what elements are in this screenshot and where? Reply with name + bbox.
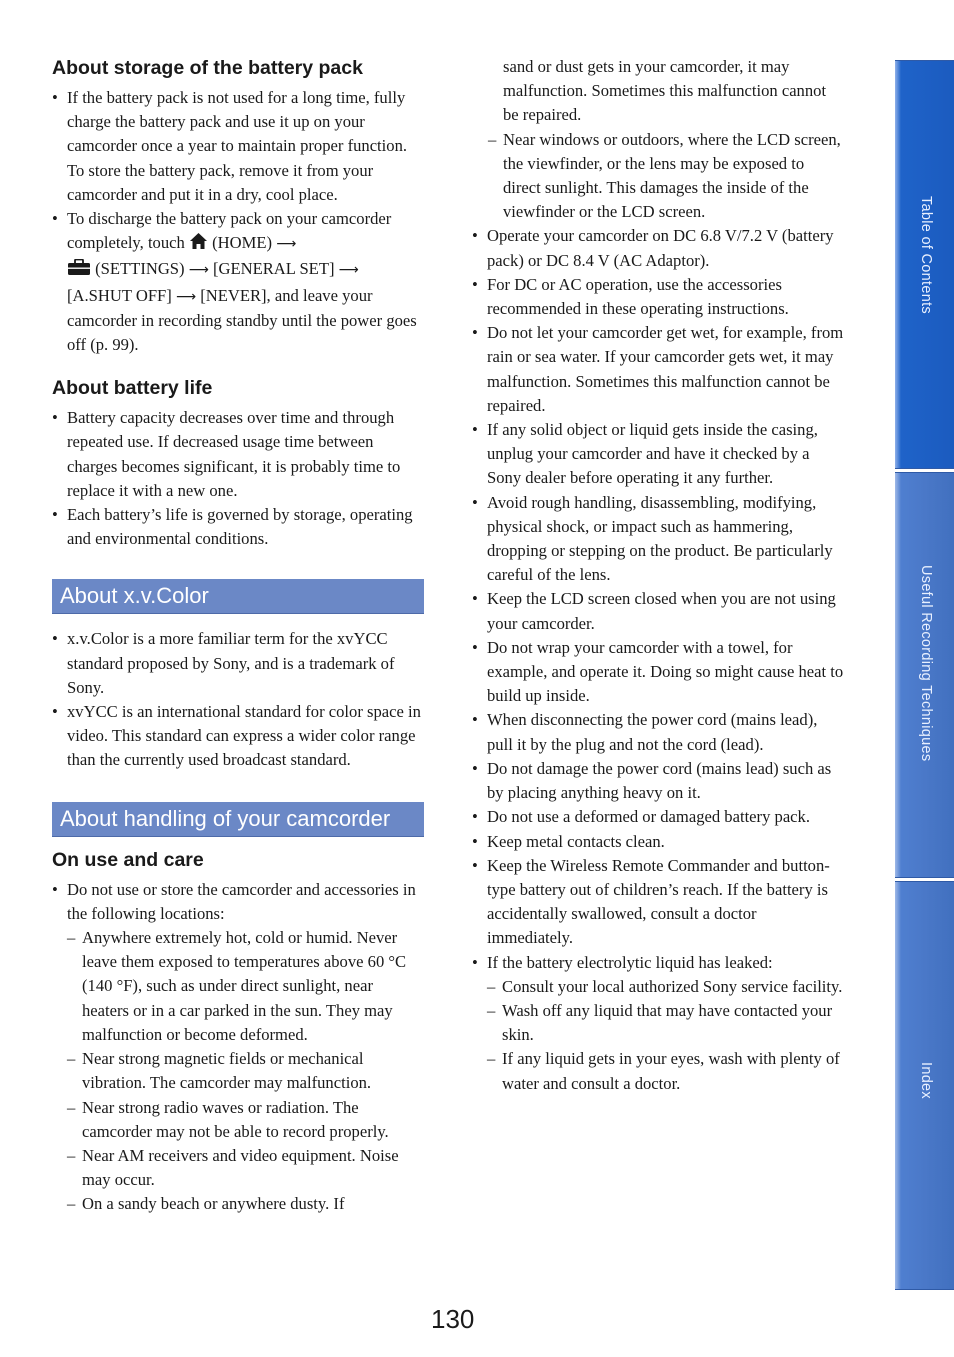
- list-item: • For DC or AC operation, use the accessories recommended in these operating instructions.: [472, 273, 844, 321]
- discharge-text: To discharge the battery pack on your camcorder completely, touch: [67, 209, 392, 253]
- tab-useful-recording-techniques-label: Useful Recording Techniques: [918, 565, 934, 762]
- arrow-right-icon: ⟶: [338, 262, 359, 279]
- sub-list-item: – Consult your local authorized Sony service facility.: [487, 975, 844, 999]
- right-column: [472, 55, 844, 1096]
- list-item-text: If the battery electrolytic liquid has leaked:: [487, 952, 773, 972]
- list-item: [472, 951, 844, 1096]
- xv-list: [52, 627, 424, 772]
- list-item: • x.v.Color is a more familiar term for the xvYCC standard proposed by Sony, and is a trademark of Sony.: [52, 627, 424, 700]
- toolbox-icon: [67, 259, 91, 283]
- list-item: • Battery capacity decreases over time and through repeated use. If decreased usage time between charges becomes significant, it is probably time to replace it with a new one.: [52, 406, 424, 503]
- sub-list-item: – Near strong radio waves or radiation. The camcorder may not be able to record properly.: [67, 1096, 424, 1144]
- continued-text: sand or dust gets in your camcorder, it may malfunction. Sometimes this malfunction cannot be repaired.: [503, 57, 827, 125]
- tab-index[interactable]: [895, 881, 954, 1290]
- arrow-right-icon: ⟶: [188, 262, 209, 279]
- list-item: [52, 878, 424, 1217]
- sub-list-item: – Near windows or outdoors, where the LCD screen, the viewfinder, or the lens may be exposed to direct sunlight. This damages the inside of the viewfinder or the LCD screen.: [488, 128, 844, 225]
- never-text: [NEVER], and leave your camcorder in recording standby until the power goes off (p. 99).: [67, 285, 417, 355]
- tab-table-of-contents[interactable]: [895, 60, 954, 469]
- home-label: (HOME): [212, 233, 273, 253]
- list-item: • Keep the Wireless Remote Commander and button-type battery out of children’s reach. If the battery is accidentally swallowed, consult a doctor immediately.: [472, 854, 844, 951]
- list-item: • Keep metal contacts clean.: [472, 830, 844, 854]
- tab-table-of-contents-label: Table of Contents: [918, 196, 934, 314]
- list-item: • Avoid rough handling, disassembling, modifying, physical shock, or impact such as hammering, dropping or stepping on the product. Be particularly careful of the lens.: [472, 491, 844, 588]
- storage-list: [52, 86, 424, 357]
- sub-list-item: – On a sandy beach or anywhere dusty. If: [67, 1192, 424, 1216]
- list-item: • Keep the LCD screen closed when you are not using your camcorder.: [472, 587, 844, 635]
- sub-list-item: – Near AM receivers and video equipment. Noise may occur.: [67, 1144, 424, 1192]
- general-set-label: [GENERAL SET]: [212, 259, 335, 279]
- arrow-right-icon: ⟶: [276, 236, 297, 253]
- page-number: 130: [431, 1304, 475, 1334]
- sub-list-item: – Wash off any liquid that may have contacted your skin.: [487, 999, 844, 1047]
- sub-list-item: – If any liquid gets in your eyes, wash with plenty of water and consult a doctor.: [487, 1047, 844, 1095]
- list-item: • Do not wrap your camcorder with a towel, for example, and operate it. Doing so might cause heat to build up inside.: [472, 636, 844, 709]
- storage-heading: About storage of the battery pack: [52, 57, 363, 79]
- list-item: • Each battery’s life is governed by storage, operating and environmental conditions.: [52, 503, 424, 551]
- care-list: [472, 224, 844, 1095]
- home-icon: [189, 232, 208, 257]
- list-item: • If any solid object or liquid gets inside the casing, unplug your camcorder and have it checked by a Sony dealer before operating it any further.: [472, 418, 844, 491]
- handling-heading: About handling of your camcorder: [52, 802, 424, 837]
- left-column: [52, 55, 424, 1217]
- list-item: • xvYCC is an international standard for color space in video. This standard can express a wider color range than the currently used broadcast standard.: [52, 700, 424, 773]
- shut-off-label: [A.SHUT OFF]: [67, 285, 172, 305]
- settings-label: (SETTINGS): [95, 259, 185, 279]
- continued-sublist: [472, 128, 844, 225]
- sub-list-item: – Anywhere extremely hot, cold or humid. Never leave them exposed to temperatures above 60 °C (140 °F), such as under direct sunlight, near heaters or in a car parked in the sun. They may malfunction or become deformed.: [67, 926, 424, 1047]
- list-item-text: Do not use or store the camcorder and accessories in the following locations:: [67, 879, 416, 923]
- arrow-right-icon: ⟶: [175, 288, 197, 305]
- list-item: • When disconnecting the power cord (mains lead), pull it by the plug and not the cord (lead).: [472, 708, 844, 756]
- list-item: [52, 207, 424, 357]
- use-list: [52, 878, 424, 1217]
- list-item: • Operate your camcorder on DC 6.8 V/7.2 V (battery pack) or DC 8.4 V (AC Adaptor).: [472, 224, 844, 272]
- sub-list-item: – Near strong magnetic fields or mechanical vibration. The camcorder may malfunction.: [67, 1047, 424, 1095]
- life-heading: About battery life: [52, 377, 213, 400]
- tab-index-label: Index: [918, 1062, 934, 1099]
- tab-useful-recording-techniques[interactable]: [895, 472, 954, 878]
- location-sublist: [67, 926, 424, 1216]
- list-item: • If the battery pack is not used for a long time, fully charge the battery pack and use it up on your camcorder once a year to maintain proper function. To store the battery pack, remove it from your camcorder and put it in a dry, cool place.: [52, 86, 424, 207]
- list-item: • Do not damage the power cord (mains lead) such as by placing anything heavy on it.: [472, 757, 844, 805]
- leak-sublist: [487, 975, 844, 1096]
- list-item: • Do not let your camcorder get wet, for example, from rain or sea water. If your camcorder gets wet, it may malfunction. Sometimes this malfunction cannot be repaired.: [472, 321, 844, 418]
- xv-color-heading: About x.v.Color: [52, 579, 424, 614]
- life-list: [52, 406, 424, 551]
- use-care-heading: On use and care: [52, 848, 204, 871]
- list-item: • Do not use a deformed or damaged battery pack.: [472, 805, 844, 829]
